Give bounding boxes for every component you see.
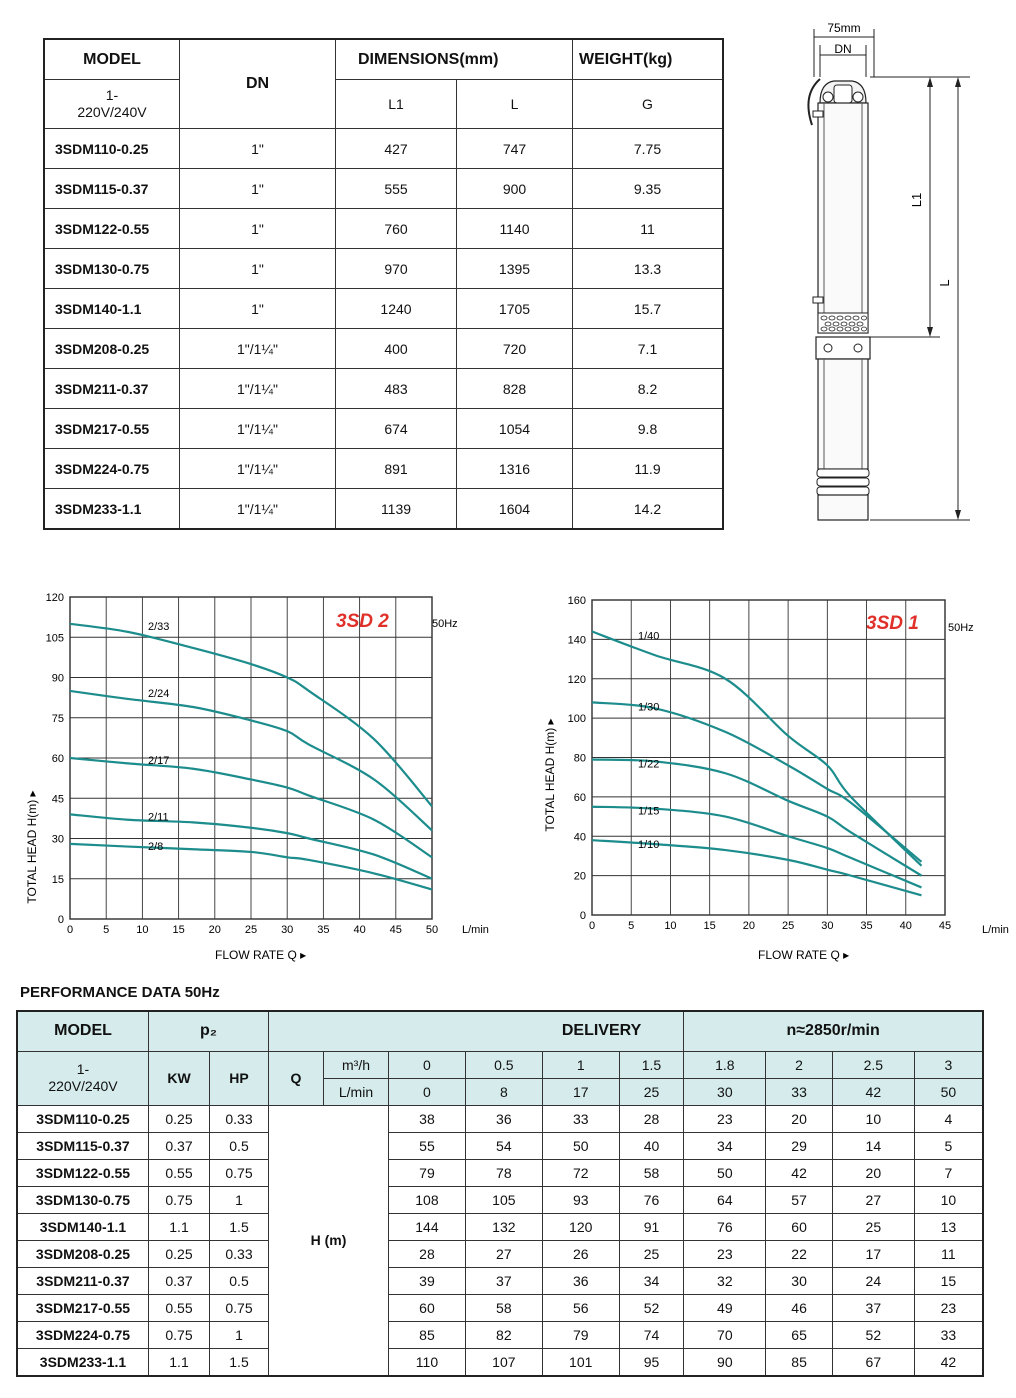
q-lmin-value: 50 [914, 1078, 983, 1105]
series-label: 2/11 [148, 811, 169, 824]
head-value: 28 [389, 1240, 466, 1267]
dimensions-row [44, 369, 723, 409]
y-tick-label: 20 [573, 870, 586, 883]
chart-3sd1 [508, 585, 1016, 970]
head-value: 28 [619, 1105, 684, 1132]
model-header: MODEL [17, 1011, 149, 1051]
model-cell: 3SDM122-0.55 [17, 1159, 149, 1186]
kw-cell: 1.1 [149, 1348, 210, 1376]
head-value: 38 [389, 1105, 466, 1132]
head-value: 5 [914, 1132, 983, 1159]
width-label: 75mm [827, 21, 861, 35]
head-value: 120 [542, 1213, 619, 1240]
dn-cell: 1" [180, 289, 336, 329]
head-value: 132 [465, 1213, 542, 1240]
dn-cell: 1" [180, 169, 336, 209]
head-value: 65 [766, 1321, 832, 1348]
l1-cell: 1240 [336, 289, 457, 329]
head-value: 93 [542, 1186, 619, 1213]
chart-title: 3SD 1 [866, 613, 919, 634]
series-label: 1/40 [638, 630, 660, 643]
frequency-label: 50Hz [948, 622, 974, 634]
model-cell: 3SDM211-0.37 [17, 1267, 149, 1294]
performance-row [17, 1159, 983, 1186]
weight-header: WEIGHT(kg) [573, 39, 724, 80]
head-value: 30 [766, 1267, 832, 1294]
head-value: 15 [914, 1267, 983, 1294]
x-tick-label: 45 [938, 920, 952, 932]
l-cell: 1705 [457, 289, 573, 329]
x-tick-label: 25 [781, 920, 795, 932]
y-tick-label: 60 [573, 791, 586, 804]
dn-cell: 1" [180, 129, 336, 169]
head-value: 105 [465, 1186, 542, 1213]
head-value: 33 [914, 1321, 983, 1348]
hp-cell: 1 [210, 1186, 269, 1213]
head-value: 55 [389, 1132, 466, 1159]
x-tick-label: 10 [136, 924, 149, 936]
series-label: 2/33 [148, 620, 170, 633]
q-m3h-value: 0 [389, 1051, 466, 1078]
head-value: 50 [542, 1132, 619, 1159]
head-value: 49 [684, 1294, 766, 1321]
head-value: 10 [914, 1186, 983, 1213]
model-cell: 3SDM130-0.75 [17, 1186, 149, 1213]
frequency-label: 50Hz [432, 618, 458, 630]
head-value: 76 [619, 1186, 684, 1213]
head-value: 20 [766, 1105, 832, 1132]
dimensions-row [44, 329, 723, 369]
x-tick-label: 5 [103, 924, 110, 936]
head-value: 57 [766, 1186, 832, 1213]
dimensions-header: DIMENSIONS(mm) [336, 39, 573, 80]
y-tick-label: 160 [567, 595, 586, 607]
x-axis-label: FLOW RATE Q ▸ [215, 948, 307, 962]
y-tick-label: 120 [567, 673, 586, 686]
head-value: 10 [832, 1105, 914, 1132]
l-cell: 747 [457, 129, 573, 169]
head-value: 70 [684, 1321, 766, 1348]
y-tick-label: 30 [51, 833, 64, 846]
l1-cell: 427 [336, 129, 457, 169]
head-value: 85 [389, 1321, 466, 1348]
x-unit-label: L/min [462, 924, 489, 936]
y-tick-label: 75 [51, 712, 64, 725]
kw-header: KW [149, 1051, 210, 1105]
head-value: 23 [684, 1240, 766, 1267]
bolt-icon [823, 92, 833, 102]
head-value: 17 [832, 1240, 914, 1267]
hp-cell: 1.5 [210, 1348, 269, 1376]
outlet-port [834, 85, 852, 103]
performance-table [16, 1010, 984, 1377]
model-cell: 3SDM115-0.37 [17, 1132, 149, 1159]
m3h-unit: m³/h [324, 1051, 389, 1078]
kw-cell: 0.37 [149, 1267, 210, 1294]
hp-header: HP [210, 1051, 269, 1105]
x-tick-label: 0 [588, 920, 596, 932]
p2-header: p₂ [149, 1011, 269, 1051]
l-cell: 1604 [457, 489, 573, 530]
g-cell: 7.1 [573, 329, 724, 369]
voltage-header: 1- 220V/240V [17, 1051, 149, 1105]
head-value: 107 [465, 1348, 542, 1376]
head-value: 78 [465, 1159, 542, 1186]
model-cell: 3SDM208-0.25 [17, 1240, 149, 1267]
q-m3h-value: 0.5 [465, 1051, 542, 1078]
q-lmin-value: 25 [619, 1078, 684, 1105]
g-cell: 13.3 [573, 249, 724, 289]
y-tick-label: 0 [579, 910, 586, 922]
dn-cell: 1"/1¼" [180, 369, 336, 409]
g-header: G [573, 80, 724, 129]
dimensions-row [44, 409, 723, 449]
x-tick-label: 35 [317, 924, 330, 936]
x-tick-label: 30 [281, 924, 294, 936]
dn-cell: 1"/1¼" [180, 409, 336, 449]
q-m3h-value: 1.8 [684, 1051, 766, 1078]
q-m3h-value: 2.5 [832, 1051, 914, 1078]
x-tick-label: 15 [703, 920, 716, 932]
dn-cell: 1" [180, 209, 336, 249]
dimensions-table [43, 38, 724, 530]
kw-cell: 0.25 [149, 1240, 210, 1267]
model-cell: 3SDM115-0.37 [44, 169, 180, 209]
x-unit-label: L/min [982, 924, 1009, 936]
q-m3h-value: 2 [766, 1051, 832, 1078]
head-value: 29 [766, 1132, 832, 1159]
x-tick-label: 15 [172, 924, 185, 936]
hp-cell: 1.5 [210, 1213, 269, 1240]
series-label: 2/24 [148, 687, 170, 700]
lmin-unit: L/min [324, 1078, 389, 1105]
dn-cell: 1"/1¼" [180, 329, 336, 369]
head-value: 95 [619, 1348, 684, 1376]
model-cell: 3SDM233-1.1 [17, 1348, 149, 1376]
head-value: 27 [832, 1186, 914, 1213]
model-cell: 3SDM130-0.75 [44, 249, 180, 289]
dimensions-row [44, 449, 723, 489]
hp-cell: 0.33 [210, 1240, 269, 1267]
y-tick-label: 120 [45, 592, 64, 604]
g-cell: 7.75 [573, 129, 724, 169]
series-line-1-30 [592, 702, 921, 861]
bolt-icon [853, 92, 863, 102]
x-tick-label: 10 [664, 920, 677, 932]
l1-cell: 970 [336, 249, 457, 289]
performance-row [17, 1240, 983, 1267]
q-lmin-value: 0 [389, 1078, 466, 1105]
speed-header: n≈2850r/min [684, 1011, 983, 1051]
model-cell: 3SDM110-0.25 [17, 1105, 149, 1132]
dimensions-row [44, 289, 723, 329]
l1-header: L1 [336, 80, 457, 129]
q-lmin-value: 17 [542, 1078, 619, 1105]
head-value: 40 [619, 1132, 684, 1159]
pump-drawing [790, 15, 990, 535]
head-value: 74 [619, 1321, 684, 1348]
model-cell: 3SDM110-0.25 [44, 129, 180, 169]
y-axis-label: TOTAL HEAD H(m) ▸ [543, 718, 557, 832]
head-value: 110 [389, 1348, 466, 1376]
series-label: 2/8 [148, 840, 164, 853]
g-cell: 14.2 [573, 489, 724, 530]
model-cell: 3SDM211-0.37 [44, 369, 180, 409]
performance-row [17, 1105, 983, 1132]
head-value: 108 [389, 1186, 466, 1213]
head-value: 56 [542, 1294, 619, 1321]
head-value: 46 [766, 1294, 832, 1321]
model-cell: 3SDM217-0.55 [17, 1294, 149, 1321]
model-cell: 3SDM140-1.1 [44, 289, 180, 329]
model-cell: 3SDM224-0.75 [44, 449, 180, 489]
y-tick-label: 60 [51, 753, 64, 765]
l-cell: 900 [457, 169, 573, 209]
head-value: 11 [914, 1240, 983, 1267]
head-value: 7 [914, 1159, 983, 1186]
model-cell: 3SDM208-0.25 [44, 329, 180, 369]
performance-row [17, 1186, 983, 1213]
l1-label: L1 [909, 192, 924, 208]
x-tick-label: 45 [389, 924, 402, 936]
l-cell: 1395 [457, 249, 573, 289]
kw-cell: 0.55 [149, 1294, 210, 1321]
head-value: 22 [766, 1240, 832, 1267]
head-value: 26 [542, 1240, 619, 1267]
head-value: 14 [832, 1132, 914, 1159]
l-header: L [457, 80, 573, 129]
head-value: 79 [542, 1321, 619, 1348]
x-tick-label: 5 [628, 920, 635, 932]
y-tick-label: 105 [45, 632, 64, 645]
head-value: 36 [542, 1267, 619, 1294]
y-axis-label: TOTAL HEAD H(m) ▸ [25, 790, 39, 904]
dimensions-row [44, 249, 723, 289]
kw-cell: 1.1 [149, 1213, 210, 1240]
g-cell: 11 [573, 209, 724, 249]
kw-cell: 0.75 [149, 1186, 210, 1213]
performance-row [17, 1267, 983, 1294]
dimensions-row [44, 129, 723, 169]
dn-header: DN [180, 39, 336, 129]
kw-cell: 0.37 [149, 1132, 210, 1159]
l1-cell: 555 [336, 169, 457, 209]
q-header: Q [269, 1051, 324, 1105]
hp-cell: 0.5 [210, 1132, 269, 1159]
head-value: 23 [914, 1294, 983, 1321]
performance-row [17, 1321, 983, 1348]
l1-cell: 483 [336, 369, 457, 409]
l1-cell: 400 [336, 329, 457, 369]
head-label: H (m) [269, 1105, 389, 1376]
chart-title: 3SD 2 [336, 611, 389, 632]
head-value: 67 [832, 1348, 914, 1376]
head-value: 82 [465, 1321, 542, 1348]
g-cell: 9.35 [573, 169, 724, 209]
kw-cell: 0.55 [149, 1159, 210, 1186]
l-cell: 1316 [457, 449, 573, 489]
head-value: 90 [684, 1348, 766, 1376]
head-value: 37 [832, 1294, 914, 1321]
dn-cell: 1"/1¼" [180, 489, 336, 530]
model-cell: 3SDM224-0.75 [17, 1321, 149, 1348]
head-value: 39 [389, 1267, 466, 1294]
voltage-header: 1- 220V/240V [44, 80, 180, 129]
hp-cell: 0.75 [210, 1294, 269, 1321]
head-value: 58 [465, 1294, 542, 1321]
head-value: 91 [619, 1213, 684, 1240]
series-label: 1/10 [638, 839, 660, 852]
head-value: 85 [766, 1348, 832, 1376]
hp-cell: 1 [210, 1321, 269, 1348]
series-label: 1/15 [638, 805, 660, 818]
dn-cell: 1"/1¼" [180, 449, 336, 489]
kw-cell: 0.25 [149, 1105, 210, 1132]
dn-cell: 1" [180, 249, 336, 289]
hp-cell: 0.33 [210, 1105, 269, 1132]
pump-body [818, 103, 868, 333]
model-cell: 3SDM122-0.55 [44, 209, 180, 249]
head-value: 34 [684, 1132, 766, 1159]
x-tick-label: 40 [353, 924, 366, 936]
head-value: 79 [389, 1159, 466, 1186]
inlet-screen [818, 313, 868, 333]
x-tick-label: 50 [425, 924, 439, 936]
head-value: 60 [389, 1294, 466, 1321]
head-value: 52 [832, 1321, 914, 1348]
l-cell: 720 [457, 329, 573, 369]
dimensions-row [44, 209, 723, 249]
l1-cell: 760 [336, 209, 457, 249]
x-tick-label: 0 [66, 924, 74, 936]
y-tick-label: 40 [573, 831, 586, 844]
g-cell: 15.7 [573, 289, 724, 329]
q-m3h-value: 3 [914, 1051, 983, 1078]
y-tick-label: 100 [567, 713, 586, 726]
y-tick-label: 140 [567, 634, 586, 647]
y-tick-label: 15 [51, 873, 64, 886]
head-value: 24 [832, 1267, 914, 1294]
head-value: 144 [389, 1213, 466, 1240]
head-value: 25 [832, 1213, 914, 1240]
y-tick-label: 90 [51, 672, 64, 685]
series-label: 2/17 [148, 755, 170, 767]
y-tick-label: 0 [57, 914, 64, 926]
q-lmin-value: 33 [766, 1078, 832, 1105]
x-tick-label: 20 [208, 924, 221, 936]
performance-row [17, 1213, 983, 1240]
l1-cell: 1139 [336, 489, 457, 530]
head-value: 72 [542, 1159, 619, 1186]
head-value: 36 [465, 1105, 542, 1132]
x-axis-label: FLOW RATE Q ▸ [758, 948, 850, 962]
head-value: 13 [914, 1213, 983, 1240]
q-lmin-value: 30 [684, 1078, 766, 1105]
performance-title: PERFORMANCE DATA 50Hz [20, 984, 220, 1001]
l1-cell: 674 [336, 409, 457, 449]
motor-body [818, 359, 868, 469]
x-tick-label: 20 [742, 920, 756, 932]
x-tick-label: 30 [821, 920, 834, 932]
g-cell: 11.9 [573, 449, 724, 489]
head-value: 58 [619, 1159, 684, 1186]
head-value: 42 [914, 1348, 983, 1376]
g-cell: 8.2 [573, 369, 724, 409]
head-value: 50 [684, 1159, 766, 1186]
dn-label: DN [834, 42, 852, 56]
head-value: 64 [684, 1186, 766, 1213]
model-cell: 3SDM233-1.1 [44, 489, 180, 530]
performance-row [17, 1132, 983, 1159]
performance-row [17, 1348, 983, 1376]
l-cell: 828 [457, 369, 573, 409]
q-lmin-value: 42 [832, 1078, 914, 1105]
head-value: 101 [542, 1348, 619, 1376]
x-tick-label: 35 [860, 920, 873, 932]
head-value: 34 [619, 1267, 684, 1294]
l-cell: 1054 [457, 409, 573, 449]
y-tick-label: 45 [51, 793, 64, 806]
l1-cell: 891 [336, 449, 457, 489]
q-m3h-value: 1 [542, 1051, 619, 1078]
series-label: 1/30 [638, 701, 660, 714]
kw-cell: 0.75 [149, 1321, 210, 1348]
x-tick-label: 25 [244, 924, 258, 936]
head-value: 60 [766, 1213, 832, 1240]
l-label: L [937, 279, 952, 287]
model-cell: 3SDM217-0.55 [44, 409, 180, 449]
model-cell: 3SDM140-1.1 [17, 1213, 149, 1240]
delivery-header: DELIVERY [269, 1011, 684, 1051]
chart-3sd2 [0, 585, 508, 970]
head-value: 25 [619, 1240, 684, 1267]
hp-cell: 0.5 [210, 1267, 269, 1294]
x-tick-label: 40 [899, 920, 912, 932]
dimensions-row [44, 489, 723, 530]
series-label: 1/22 [638, 758, 660, 771]
q-m3h-value: 1.5 [619, 1051, 684, 1078]
model-header: MODEL [44, 39, 180, 80]
head-value: 33 [542, 1105, 619, 1132]
head-value: 54 [465, 1132, 542, 1159]
g-cell: 9.8 [573, 409, 724, 449]
head-value: 37 [465, 1267, 542, 1294]
head-value: 32 [684, 1267, 766, 1294]
performance-row [17, 1294, 983, 1321]
l-cell: 1140 [457, 209, 573, 249]
dimensions-row [44, 169, 723, 209]
head-value: 76 [684, 1213, 766, 1240]
head-value: 52 [619, 1294, 684, 1321]
q-lmin-value: 8 [465, 1078, 542, 1105]
head-value: 42 [766, 1159, 832, 1186]
head-value: 23 [684, 1105, 766, 1132]
head-value: 20 [832, 1159, 914, 1186]
hp-cell: 0.75 [210, 1159, 269, 1186]
head-value: 4 [914, 1105, 983, 1132]
head-value: 27 [465, 1240, 542, 1267]
y-tick-label: 80 [573, 752, 586, 765]
